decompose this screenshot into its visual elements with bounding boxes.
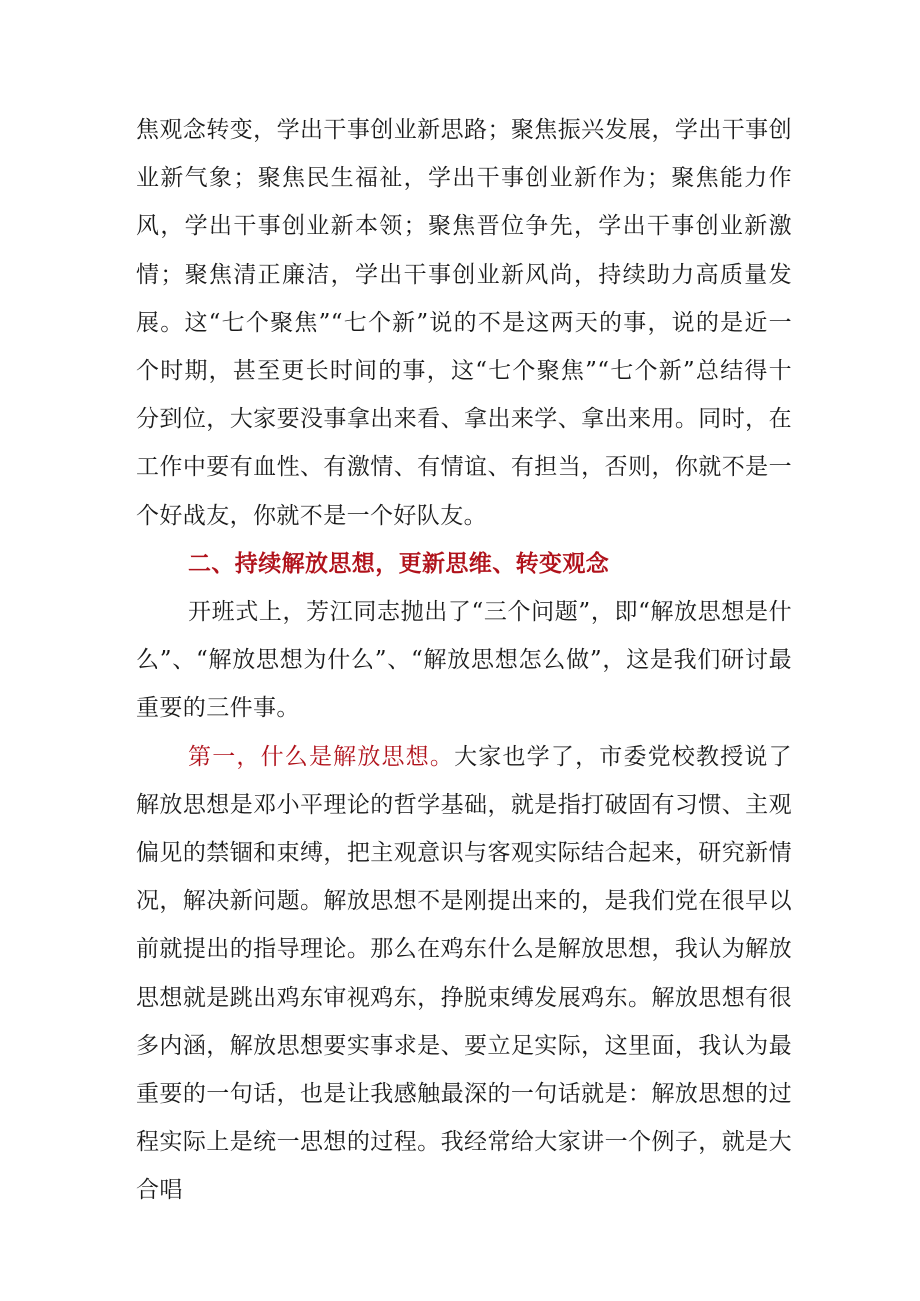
paragraph-what-is-emancipation [136,733,792,1215]
subheading-first-point: 第一，什么是解放思想。 [188,743,455,770]
paragraph-seven-focuses: 焦观念转变，学出干事创业新思路；聚焦振兴发展，学出干事创业新气象；聚焦民生福祉，学出干事创业新作为；聚焦能力作风，学出干事创业新本领；聚焦晋位争先，学出干事创业新激情；聚焦清正廉洁，学出干事创业新风尚，持续助力高质量发展。这“七个聚焦”“七个新”说的不是这两天的事，说的是近一个时期，甚至更长时间的事，这“七个聚焦”“七个新”总结得十分到位，大家要没事拿出来看、拿出来学、拿出来用。同时，在工作中要有血性、有激情、有情谊、有担当，否则，你就不是一个好战友，你就不是一个好队友。 [136,117,792,529]
document-body [136,106,792,1215]
paragraph-first-point-body: 大家也学了，市委党校教授说了解放思想是邓小平理论的哲学基础，就是指打破固有习惯、主观偏见的禁锢和束缚，把主观意识与客观实际结合起来，研究新情况，解决新问题。解放思想不是刚提出来的，是我们党在很早以前就提出的指导理论。那么在鸡东什么是解放思想，我认为解放思想就是跳出鸡东审视鸡东，挣脱束缚发展鸡东。解放思想有很多内涵，解放思想要实事求是、要立足实际，这里面，我认为最重要的一句话，也是让我感触最深的一句话就是：解放思想的过程实际上是统一思想的过程。我经常给大家讲一个例子，就是大合唱 [136,743,792,1204]
section-heading-two: 二、持续解放思想，更新思维、转变观念 [188,549,610,577]
paragraph-three-questions: 开班式上，芳江同志抛出了“三个问题”，即“解放思想是什么”、“解放思想为什么”、“解放思想怎么做”，这是我们研讨最重要的三件事。 [136,599,792,722]
